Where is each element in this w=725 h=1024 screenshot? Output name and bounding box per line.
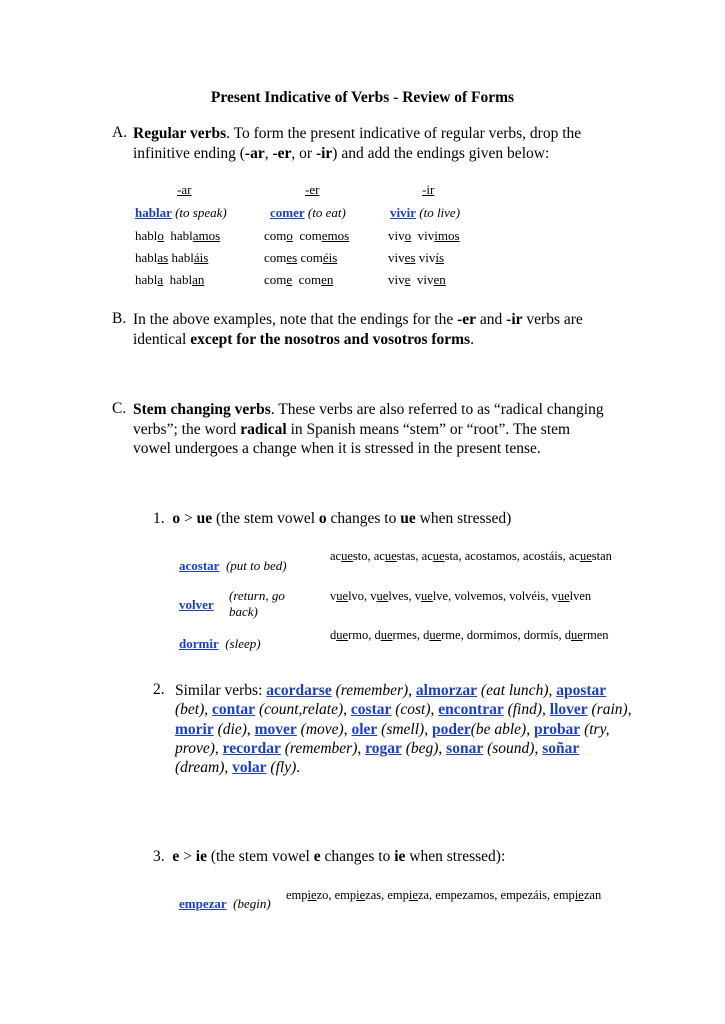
section-b-letter: B. bbox=[112, 310, 127, 327]
conj-row-3: habla hablan bbox=[135, 272, 205, 287]
section-c: C. Stem changing verbs. These verbs are also referred to as “radical changing verbs”; the word radical in Spanish means “stem” or “root”. The stem vowel undergoes a change when it is stressed in the present tense. bbox=[112, 400, 604, 457]
eie-row-empezar: empezar (begin) bbox=[179, 896, 271, 911]
section-c-letter: C. bbox=[112, 400, 127, 417]
verb-vivir: vivir (to live) bbox=[390, 205, 461, 220]
oue-forms-dormir: duermo, duermes, duerme, dormimos, dormís, duermen bbox=[330, 628, 609, 642]
verb-link[interactable]: volar bbox=[232, 759, 267, 777]
verb-link[interactable]: contar bbox=[212, 701, 256, 719]
eie-forms-empezar: empiezo, empiezas, empieza, empezamos, empezáis, empiezan bbox=[286, 888, 602, 902]
oue-row-acostar: acostar (put to bed) bbox=[179, 558, 287, 573]
oue-row-dormir: dormir (sleep) bbox=[179, 636, 261, 651]
item-3-heading: 3. e > ie (the stem vowel e changes to ie when stressed): bbox=[153, 848, 506, 865]
verb-link[interactable]: encontrar bbox=[438, 701, 504, 719]
conj-row-2: hablas habláis bbox=[135, 250, 209, 265]
verb-link[interactable]: costar bbox=[350, 701, 392, 719]
item-2-num: 2. bbox=[153, 681, 165, 698]
volver-link[interactable]: volver bbox=[179, 597, 214, 612]
verb-link[interactable]: mover bbox=[254, 720, 297, 738]
section-b: B. In the above examples, note that the endings for the -er and -ir verbs are identical except for the nosotros and vosotros forms. bbox=[112, 310, 583, 348]
oue-forms-acostar: acuesto, acuestas, acuesta, acostamos, acostáis, acuestan bbox=[330, 549, 612, 563]
hablar-link[interactable]: hablar bbox=[135, 205, 172, 220]
verb-link[interactable]: poder bbox=[431, 720, 471, 738]
verb-link[interactable]: sonar bbox=[446, 739, 484, 757]
verb-link[interactable]: rogar bbox=[365, 739, 402, 757]
conj-row-1c: vivo vivimos bbox=[388, 228, 460, 243]
verb-link[interactable]: almorzar bbox=[415, 682, 478, 699]
page-title: Present Indicative of Verbs - Review of Forms bbox=[210, 89, 515, 106]
section-a: A. Regular verbs. To form the present indicative of regular verbs, drop the infinitive ending (-ar, -er, or -ir) and add the endings given below: bbox=[112, 124, 582, 162]
conj-row-3c: vive viven bbox=[388, 272, 446, 287]
verb-link[interactable]: oler bbox=[351, 720, 378, 738]
dormir-link[interactable]: dormir bbox=[179, 636, 219, 651]
verb-link[interactable]: acordarse bbox=[266, 682, 332, 699]
conj-row-2b: comes coméis bbox=[264, 250, 338, 265]
verb-comer: comer (to eat) bbox=[270, 205, 346, 220]
conj-row-1b: como comemos bbox=[264, 228, 350, 243]
stem-changing-heading: Stem changing verbs bbox=[133, 401, 271, 418]
conj-row-3b: come comen bbox=[264, 272, 334, 287]
ending-ar: -ar bbox=[177, 182, 192, 197]
verb-hablar: hablar (to speak) bbox=[135, 205, 227, 220]
vivir-link[interactable]: vivir bbox=[390, 205, 416, 220]
conj-row-1: hablo hablamos bbox=[135, 228, 221, 243]
verb-link[interactable]: soñar bbox=[542, 739, 580, 757]
ending-ir: -ir bbox=[422, 182, 435, 197]
oue-forms-volver: vuelvo, vuelves, vuelve, volvemos, volvéis, vuelven bbox=[330, 589, 592, 603]
verb-link[interactable]: recordar bbox=[222, 739, 281, 757]
verb-link[interactable]: apostar bbox=[556, 682, 607, 699]
section-a-letter: A. bbox=[112, 124, 128, 141]
verb-link[interactable]: probar bbox=[533, 720, 581, 738]
verb-link[interactable]: morir bbox=[175, 720, 214, 738]
conj-row-2c: vives vivís bbox=[388, 250, 445, 265]
comer-link[interactable]: comer bbox=[270, 205, 305, 220]
regular-verbs-heading: Regular verbs bbox=[133, 125, 227, 142]
ending-er: -er bbox=[305, 182, 320, 197]
empezar-link[interactable]: empezar bbox=[179, 896, 227, 911]
verb-link[interactable]: llover bbox=[549, 701, 588, 719]
item-1-heading: 1. o > ue (the stem vowel o changes to ue when stressed) bbox=[153, 510, 512, 527]
similar-verbs-list: Similar verbs: acordarse (remember), almorzar (eat lunch), apostar (bet), contar (count,relate), costar (cost), encontrar (find), llover (rain), morir (die), mover (move), oler (smell), poder(be able), probar (try, prove), recordar (remember), rogar (beg), sonar (sound), soñar (dream), volar (fly). bbox=[175, 682, 632, 777]
acostar-link[interactable]: acostar bbox=[179, 558, 220, 573]
